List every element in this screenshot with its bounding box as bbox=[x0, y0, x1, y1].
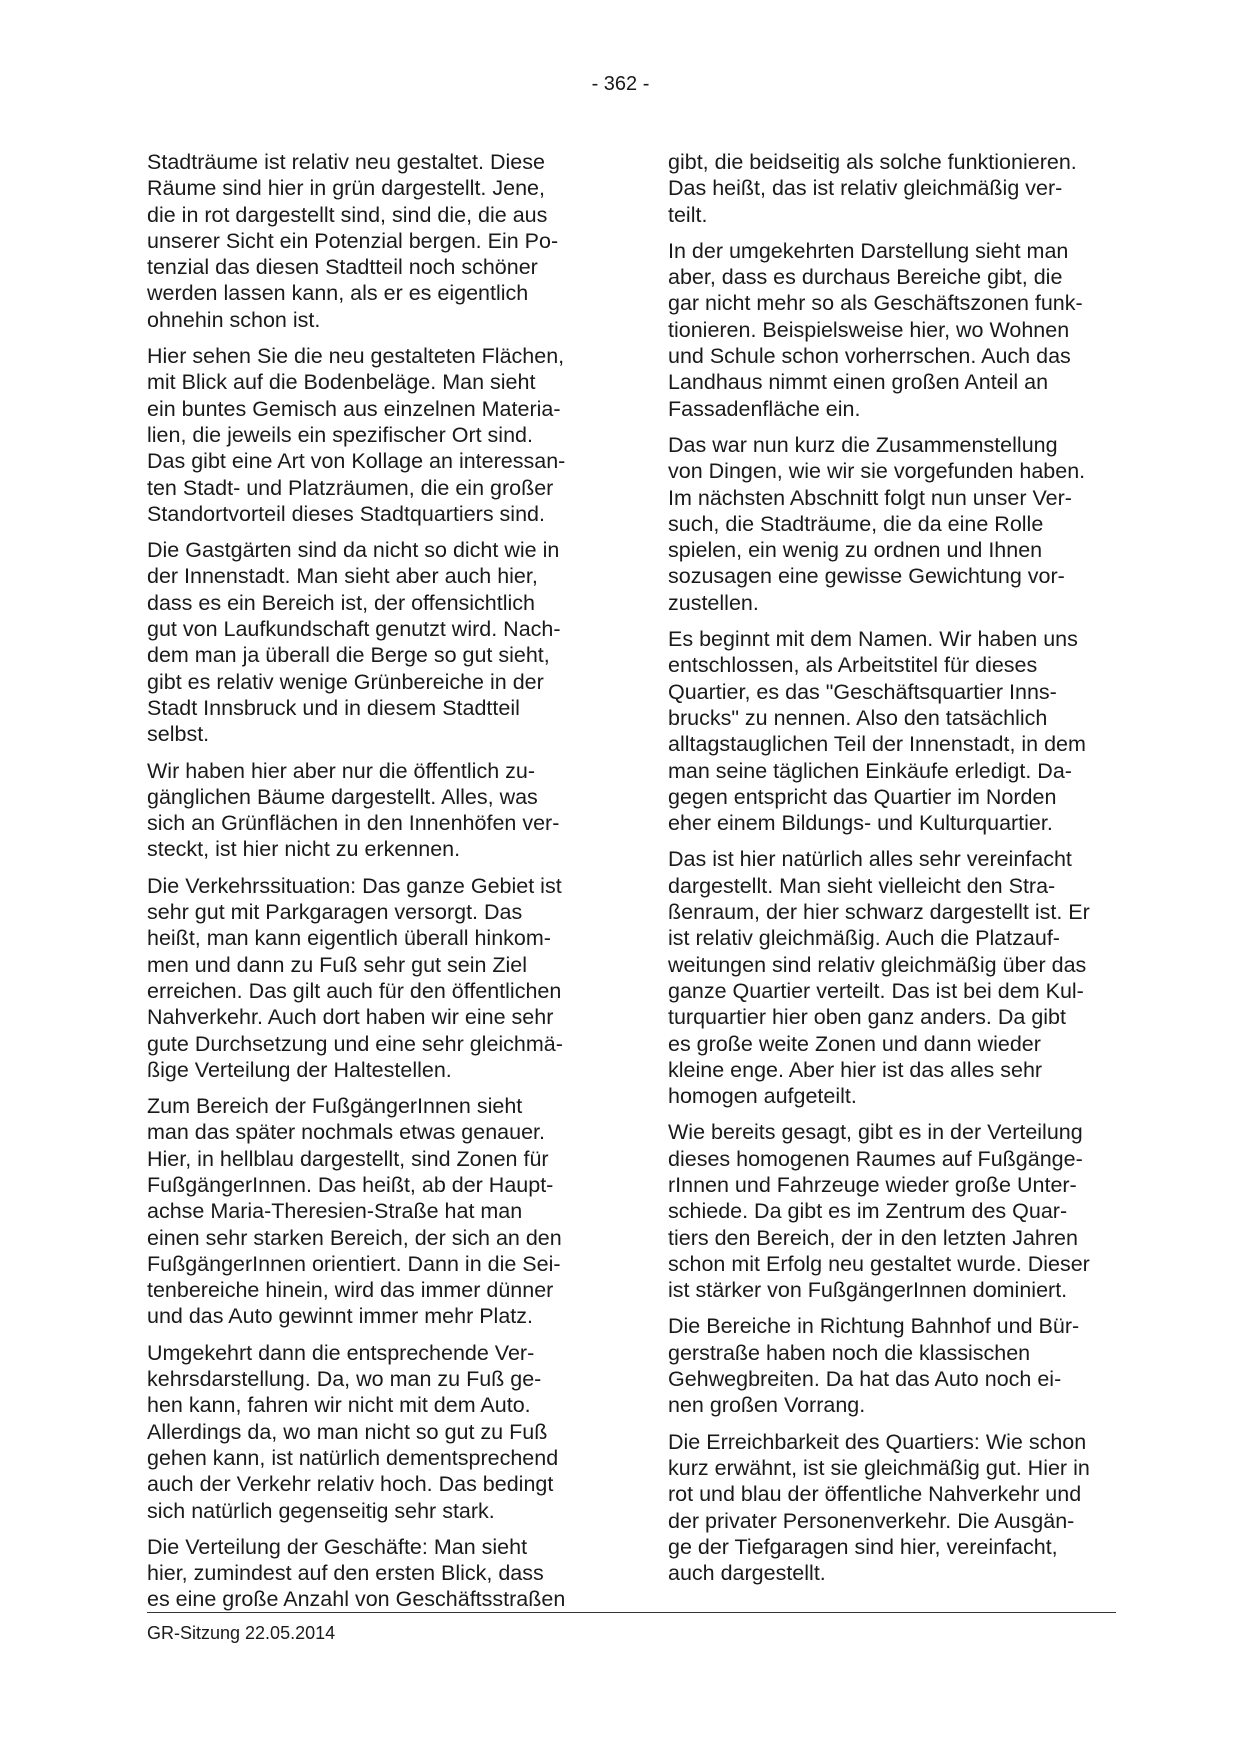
text-line: Es beginnt mit dem Namen. Wir haben uns bbox=[668, 627, 1078, 652]
footer-divider bbox=[147, 1612, 1116, 1613]
text-line: Quartier, es das "Geschäftsquartier Inns- bbox=[668, 679, 1057, 704]
text-line: Fassadenfläche ein. bbox=[668, 396, 861, 421]
right-column bbox=[668, 149, 1128, 1596]
text-line: und das Auto gewinnt immer mehr Platz. bbox=[147, 1304, 533, 1329]
paragraph bbox=[668, 846, 1128, 1109]
text-line: Gehwegbreiten. Da hat das Auto noch ei- bbox=[668, 1367, 1062, 1392]
text-line: gerstraße haben noch die klassischen bbox=[668, 1340, 1031, 1365]
text-line: es eine große Anzahl von Geschäftsstraßen bbox=[147, 1587, 566, 1612]
text-line: brucks" zu nennen. Also den tatsächlich bbox=[668, 705, 1048, 730]
text-line: werden lassen kann, als er es eigentlich bbox=[147, 281, 529, 306]
text-line: dass es ein Bereich ist, der offensichtlich bbox=[147, 590, 535, 615]
text-line: auch dargestellt. bbox=[668, 1561, 826, 1586]
text-line: Standortvorteil dieses Stadtquartiers sind. bbox=[147, 501, 545, 526]
text-line: ten Stadt- und Platzräumen, die ein großer bbox=[147, 475, 554, 500]
text-line: Das ist hier natürlich alles sehr vereinfacht bbox=[668, 847, 1072, 872]
text-line: und Schule schon vorherrschen. Auch das bbox=[668, 344, 1071, 369]
text-line: schon mit Erfolg neu gestaltet wurde. Dieser bbox=[668, 1251, 1090, 1276]
paragraph bbox=[147, 1340, 607, 1524]
text-line: ist relativ gleichmäßig. Auch die Platzauf- bbox=[668, 926, 1060, 951]
paragraph bbox=[668, 238, 1128, 422]
text-line: gibt es relativ wenige Grünbereiche in der bbox=[147, 669, 544, 694]
text-line: zustellen. bbox=[668, 590, 759, 615]
text-line: Stadträume ist relativ neu gestaltet. Diese bbox=[147, 150, 545, 174]
text-line: dieses homogenen Raumes auf Fußgänge- bbox=[668, 1146, 1083, 1171]
text-line: auch der Verkehr relativ hoch. Das bedingt bbox=[147, 1472, 554, 1497]
text-line: gute Durchsetzung und eine sehr gleichmä- bbox=[147, 1031, 563, 1056]
text-line: nen großen Vorrang. bbox=[668, 1393, 866, 1418]
paragraph bbox=[668, 1429, 1128, 1587]
text-line: Die Gastgärten sind da nicht so dicht wie in bbox=[147, 538, 560, 563]
text-line: der Innenstadt. Man sieht aber auch hier, bbox=[147, 564, 538, 589]
paragraph bbox=[668, 1119, 1128, 1303]
text-line: gänglichen Bäume dargestellt. Alles, was bbox=[147, 784, 538, 809]
text-line: man seine täglichen Einkäufe erledigt. Da- bbox=[668, 758, 1072, 783]
text-line: tenzial das diesen Stadtteil noch schöner bbox=[147, 255, 538, 280]
text-line: men und dann zu Fuß sehr gut sein Ziel bbox=[147, 952, 528, 977]
paragraph bbox=[147, 758, 607, 863]
text-line: gegen entspricht das Quartier im Norden bbox=[668, 784, 1057, 809]
left-column bbox=[147, 149, 607, 1623]
text-line: unserer Sicht ein Potenzial bergen. Ein Po- bbox=[147, 228, 559, 253]
text-line: es große weite Zonen und dann wieder bbox=[668, 1031, 1041, 1056]
text-line: Allerdings da, wo man nicht so gut zu Fuß bbox=[147, 1419, 548, 1444]
text-line: Das gibt eine Art von Kollage an interessan- bbox=[147, 449, 566, 474]
text-line: gehen kann, ist natürlich dementsprechend bbox=[147, 1445, 559, 1470]
text-line: FußgängerInnen orientiert. Dann in die Sei- bbox=[147, 1251, 561, 1276]
text-line: gibt, die beidseitig als solche funktionieren. bbox=[668, 150, 1077, 174]
text-line: Die Verkehrssituation: Das ganze Gebiet ist bbox=[147, 873, 562, 898]
text-line: rInnen und Fahrzeuge wieder große Unter- bbox=[668, 1172, 1077, 1197]
text-line: ist stärker von FußgängerInnen dominiert. bbox=[668, 1278, 1068, 1303]
text-line: ßige Verteilung der Haltestellen. bbox=[147, 1057, 452, 1082]
text-line: ge der Tiefgaragen sind hier, vereinfacht, bbox=[668, 1534, 1058, 1559]
paragraph bbox=[147, 149, 607, 333]
text-line: Stadt Innsbruck und in diesem Stadtteil bbox=[147, 695, 520, 720]
text-line: Das heißt, das ist relativ gleichmäßig ver- bbox=[668, 176, 1063, 201]
paragraph bbox=[147, 873, 607, 1083]
text-line: tionieren. Beispielsweise hier, wo Wohnen bbox=[668, 317, 1070, 342]
text-line: turquartier hier oben ganz anders. Da gibt bbox=[668, 1005, 1066, 1030]
text-line: kehrsdarstellung. Da, wo man zu Fuß ge- bbox=[147, 1367, 542, 1392]
text-line: ein buntes Gemisch aus einzelnen Materia- bbox=[147, 396, 561, 421]
page-number: - 362 - bbox=[591, 73, 650, 95]
text-line: sehr gut mit Parkgaragen versorgt. Das bbox=[147, 900, 523, 925]
text-line: Hier sehen Sie die neu gestalteten Flächen, bbox=[147, 344, 565, 369]
text-line: Die Verteilung der Geschäfte: Man sieht bbox=[147, 1534, 528, 1559]
text-line: dem man ja überall die Berge so gut sieht, bbox=[147, 643, 550, 668]
text-line: hier, zumindest auf den ersten Blick, dass bbox=[147, 1561, 544, 1586]
footer-text: GR-Sitzung 22.05.2014 bbox=[147, 1623, 336, 1643]
text-line: dargestellt. Man sieht vielleicht den Stra- bbox=[668, 873, 1056, 898]
text-line: von Dingen, wie wir sie vorgefunden haben. bbox=[668, 459, 1086, 484]
text-line: ohnehin schon ist. bbox=[147, 307, 321, 332]
text-line: sich an Grünflächen in den Innenhöfen ver- bbox=[147, 811, 560, 836]
text-line: teilt. bbox=[668, 202, 708, 227]
text-line: Nahverkehr. Auch dort haben wir eine sehr bbox=[147, 1005, 554, 1030]
text-line: steckt, ist hier nicht zu erkennen. bbox=[147, 837, 461, 862]
text-line: spielen, ein wenig zu ordnen und Ihnen bbox=[668, 538, 1043, 563]
text-line: tenbereiche hinein, wird das immer dünner bbox=[147, 1278, 554, 1303]
text-line: mit Blick auf die Bodenbeläge. Man sieht bbox=[147, 370, 536, 395]
text-line: lien, die jeweils ein spezifischer Ort sind. bbox=[147, 422, 533, 447]
text-line: der privater Personenverkehr. Die Ausgän- bbox=[668, 1508, 1075, 1533]
text-line: gut von Laufkundschaft genutzt wird. Nach- bbox=[147, 617, 561, 642]
text-line: FußgängerInnen. Das heißt, ab der Haupt- bbox=[147, 1172, 554, 1197]
text-line: entschlossen, als Arbeitstitel für dieses bbox=[668, 653, 1038, 678]
text-line: In der umgekehrten Darstellung sieht man bbox=[668, 238, 1069, 263]
text-line: Die Erreichbarkeit des Quartiers: Wie schon bbox=[668, 1429, 1087, 1454]
text-line: Das war nun kurz die Zusammenstellung bbox=[668, 432, 1058, 457]
text-line: aber, dass es durchaus Bereiche gibt, die bbox=[668, 265, 1063, 290]
text-line: hen kann, fahren wir nicht mit dem Auto. bbox=[147, 1393, 531, 1418]
paragraph bbox=[668, 1313, 1128, 1418]
paragraph bbox=[668, 432, 1128, 616]
text-line: schiede. Da gibt es im Zentrum des Quar- bbox=[668, 1199, 1068, 1224]
text-line: heißt, man kann eigentlich überall hinkom- bbox=[147, 926, 551, 951]
text-line: Die Bereiche in Richtung Bahnhof und Bür- bbox=[668, 1314, 1080, 1339]
text-line: Landhaus nimmt einen großen Anteil an bbox=[668, 370, 1049, 395]
text-line: Wie bereits gesagt, gibt es in der Verteilung bbox=[668, 1120, 1083, 1145]
text-line: such, die Stadträume, die da eine Rolle bbox=[668, 511, 1044, 536]
text-line: kleine enge. Aber hier ist das alles sehr bbox=[668, 1057, 1043, 1082]
text-line: Zum Bereich der FußgängerInnen sieht bbox=[147, 1094, 523, 1119]
text-line: Räume sind hier in grün dargestellt. Jene, bbox=[147, 176, 545, 201]
text-line: gar nicht mehr so als Geschäftszonen funk- bbox=[668, 291, 1083, 316]
text-line: Hier, in hellblau dargestellt, sind Zonen für bbox=[147, 1146, 549, 1171]
text-line: sich natürlich gegenseitig sehr stark. bbox=[147, 1498, 495, 1523]
text-line: achse Maria-Theresien-Straße hat man bbox=[147, 1199, 523, 1224]
text-line: Wir haben hier aber nur die öffentlich zu- bbox=[147, 758, 536, 783]
text-line: erreichen. Das gilt auch für den öffentlichen bbox=[147, 978, 562, 1003]
text-line: eher einem Bildungs- und Kulturquartier. bbox=[668, 811, 1053, 836]
text-line: weitungen sind relativ gleichmäßig über das bbox=[668, 952, 1087, 977]
text-line: Umgekehrt dann die entsprechende Ver- bbox=[147, 1340, 535, 1365]
text-line: einen sehr starken Bereich, der sich an den bbox=[147, 1225, 562, 1250]
paragraph bbox=[147, 537, 607, 747]
text-line: tiers den Bereich, der in den letzten Jahren bbox=[668, 1225, 1078, 1250]
text-line: homogen aufgeteilt. bbox=[668, 1084, 857, 1109]
paragraph bbox=[147, 1093, 607, 1330]
text-line: Im nächsten Abschnitt folgt nun unser Ver- bbox=[668, 485, 1072, 510]
text-line: die in rot dargestellt sind, sind die, die aus bbox=[147, 202, 548, 227]
text-line: man das später nochmals etwas genauer. bbox=[147, 1120, 545, 1145]
text-line: kurz erwähnt, ist sie gleichmäßig gut. Hier in bbox=[668, 1455, 1090, 1480]
paragraph bbox=[147, 343, 607, 527]
text-line: ßenraum, der hier schwarz dargestellt ist. Er bbox=[668, 900, 1090, 925]
paragraph bbox=[147, 1534, 607, 1613]
paragraph bbox=[668, 626, 1128, 836]
text-line: rot und blau der öffentliche Nahverkehr und bbox=[668, 1482, 1082, 1507]
paragraph bbox=[668, 149, 1128, 228]
text-line: selbst. bbox=[147, 722, 210, 747]
text-line: alltagstauglichen Teil der Innenstadt, in dem bbox=[668, 732, 1086, 757]
text-line: ganze Quartier verteilt. Das ist bei dem Kul- bbox=[668, 978, 1084, 1003]
text-line: sozusagen eine gewisse Gewichtung vor- bbox=[668, 564, 1065, 589]
